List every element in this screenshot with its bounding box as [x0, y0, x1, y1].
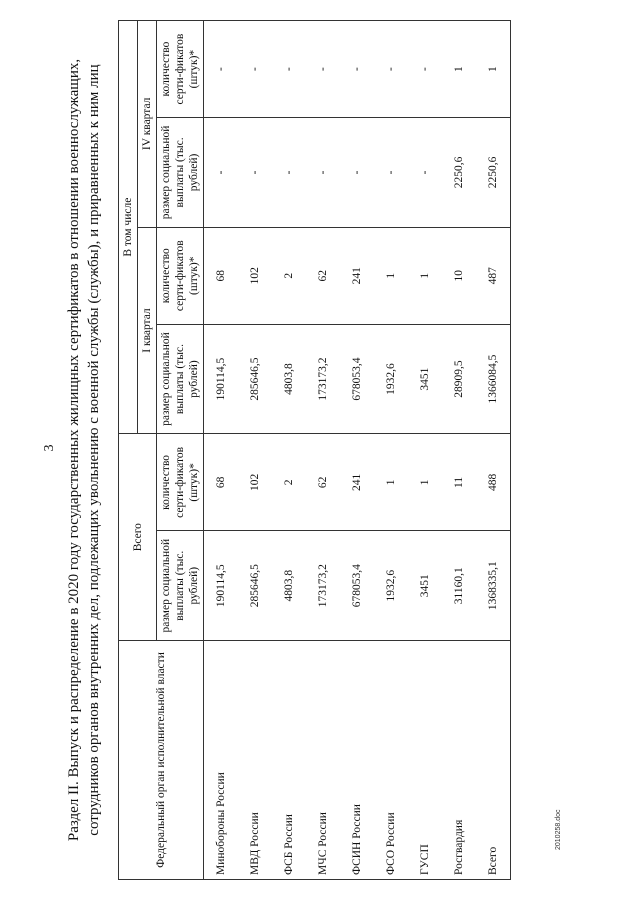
row-q1-count: 487	[476, 227, 511, 324]
row-org: МЧС России	[306, 641, 340, 880]
row-q4-payment: 2250,6	[442, 118, 476, 228]
row-org: ФСБ России	[272, 641, 306, 880]
row-q4-payment: -	[204, 118, 239, 228]
row-q1-count: 68	[204, 227, 239, 324]
row-q4-payment: -	[306, 118, 340, 228]
row-q4-payment: -	[340, 118, 374, 228]
header-q1-count: количество серти-фикатов (штук)*	[157, 227, 204, 324]
table-row	[340, 21, 374, 880]
row-total-payment: 190114,5	[204, 531, 239, 641]
row-q4-payment: -	[238, 118, 272, 228]
header-in-that: В том числе	[119, 21, 138, 434]
row-q1-payment: 28909,5	[442, 324, 476, 434]
row-q1-payment: 1366084,5	[476, 324, 511, 434]
header-q4-count: количество серти-фикатов (штук)*	[157, 21, 204, 118]
row-total-payment: 1932,6	[374, 531, 408, 641]
row-total-payment: 285646,5	[238, 531, 272, 641]
row-q4-payment: 2250,6	[476, 118, 511, 228]
row-total-payment: 31160,1	[442, 531, 476, 641]
row-total-count: 11	[442, 434, 476, 531]
row-org: ГУСП	[408, 641, 442, 880]
table-row	[238, 21, 272, 880]
row-q1-payment: 4803,8	[272, 324, 306, 434]
row-q1-payment: 285646,5	[238, 324, 272, 434]
row-q1-count: 2	[272, 227, 306, 324]
row-org: МВД России	[238, 641, 272, 880]
row-q4-count: -	[238, 21, 272, 118]
row-org: Всего	[476, 641, 511, 880]
row-q1-payment: 190114,5	[204, 324, 239, 434]
row-total-count: 241	[340, 434, 374, 531]
section-title: Раздел II. Выпуск и распределение в 2020 году государственных жилищных сертификатов в отношении военнослужащих, сотрудников органов внутренних дел, подлежащих увольнению с военной службы (службы), и приравненных к ним лиц	[66, 58, 102, 842]
row-q1-payment: 1932,6	[374, 324, 408, 434]
row-q4-count: 1	[442, 21, 476, 118]
row-total-count: 62	[306, 434, 340, 531]
row-q1-count: 102	[238, 227, 272, 324]
row-total-count: 68	[204, 434, 239, 531]
row-total-count: 102	[238, 434, 272, 531]
row-total-count: 2	[272, 434, 306, 531]
file-name-footer: 2010258.doc	[555, 809, 562, 850]
header-q1-payment: размер социальной выплаты (тыс. рублей)	[157, 324, 204, 434]
row-q1-count: 241	[340, 227, 374, 324]
row-q4-count: 1	[476, 21, 511, 118]
row-q4-count: -	[408, 21, 442, 118]
row-total-count: 488	[476, 434, 511, 531]
table-row	[306, 21, 340, 880]
table-row	[204, 21, 239, 880]
page-number: 3	[42, 444, 57, 452]
header-q4-payment: размер социальной выплаты (тыс. рублей)	[157, 118, 204, 228]
row-q1-count: 10	[442, 227, 476, 324]
row-total-payment: 3451	[408, 531, 442, 641]
header-total-count: количество серти-фикатов (штук)*	[157, 434, 204, 531]
header-org: Федеральный орган исполнительной власти	[119, 641, 204, 880]
row-total-count: 1	[374, 434, 408, 531]
header-total: Всего	[119, 434, 157, 641]
row-q4-count: -	[272, 21, 306, 118]
row-q1-count: 1	[408, 227, 442, 324]
row-q4-count: -	[374, 21, 408, 118]
row-total-payment: 678053,4	[340, 531, 374, 641]
header-q4: IV квартал	[138, 21, 157, 228]
certificates-table	[118, 20, 511, 880]
row-org: ФСО России	[374, 641, 408, 880]
row-q4-count: -	[306, 21, 340, 118]
row-total-payment: 173173,2	[306, 531, 340, 641]
row-q4-payment: -	[408, 118, 442, 228]
row-q4-count: -	[340, 21, 374, 118]
row-q1-payment: 3451	[408, 324, 442, 434]
header-total-payment: размер социальной выплаты (тыс. рублей)	[157, 531, 204, 641]
table-row	[272, 21, 306, 880]
rotated-page-content	[64, 20, 524, 880]
row-q1-payment: 678053,4	[340, 324, 374, 434]
row-q4-payment: -	[272, 118, 306, 228]
row-org: Минобороны России	[204, 641, 239, 880]
row-q1-payment: 173173,2	[306, 324, 340, 434]
row-org: Росгвардия	[442, 641, 476, 880]
header-q1: I квартал	[138, 227, 157, 434]
row-q1-count: 62	[306, 227, 340, 324]
row-total-count: 1	[408, 434, 442, 531]
row-org: ФСИН России	[340, 641, 374, 880]
row-q1-count: 1	[374, 227, 408, 324]
table-row	[408, 21, 442, 880]
row-q4-count: -	[204, 21, 239, 118]
row-total-payment: 4803,8	[272, 531, 306, 641]
table-row	[442, 21, 476, 880]
row-q4-payment: -	[374, 118, 408, 228]
row-total-payment: 1368335,1	[476, 531, 511, 641]
table-row-total	[476, 21, 511, 880]
header-row-1	[119, 21, 138, 880]
table-row	[374, 21, 408, 880]
